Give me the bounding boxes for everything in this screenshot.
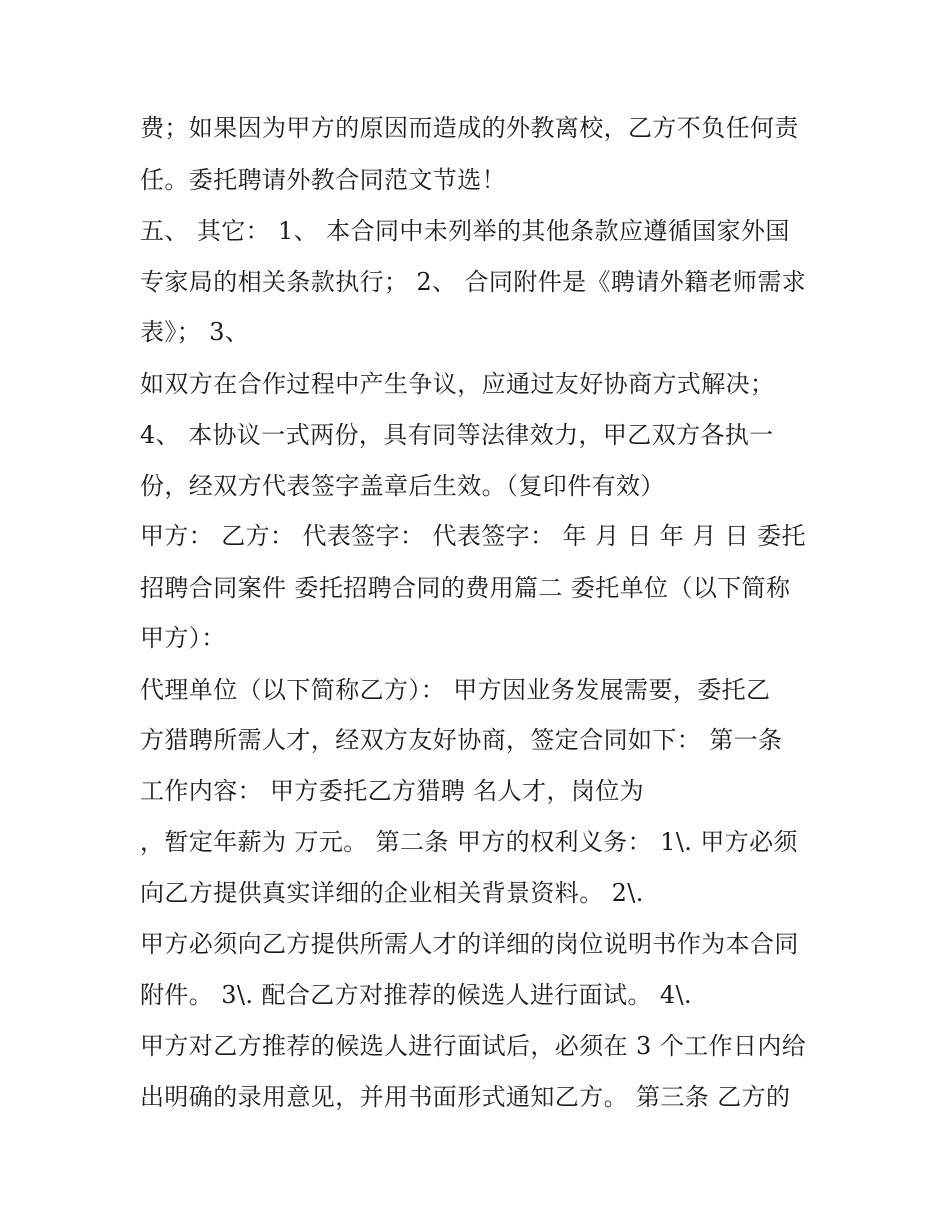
text-line: 代理单位（以下简称乙方）： 甲方因业务发展需要，委托乙 — [140, 676, 771, 704]
text-line: 五、 其它： 1、 本合同中未列举的其他条款应遵循国家外国 — [140, 217, 790, 245]
text-line: 4、 本协议一式两份，具有同等法律效力，甲乙双方各执一 — [140, 421, 774, 449]
text-line: 工作内容： 甲方委托乙方猎聘 名人才，岗位为 — [140, 777, 645, 805]
text-line: 甲方必须向乙方提供所需人才的详细的岗位说明书作为本合同 — [140, 930, 799, 958]
text-line: 费；如果因为甲方的原因而造成的外教离校，乙方不负任何责 — [140, 114, 799, 142]
text-line: 甲方）： — [140, 624, 226, 652]
text-line: 任。委托聘请外教合同范文节选！ — [140, 166, 506, 194]
text-line: ，暂定年薪为 万元。 第二条 甲方的权利义务： 1\. 甲方必须 — [140, 828, 798, 856]
text-line: 甲方： 乙方： 代表签字： 代表签字： 年 月 日 年 月 日 委托 — [140, 522, 806, 550]
text-line: 甲方对乙方推荐的候选人进行面试后，必须在 3 个工作日内给 — [140, 1032, 807, 1060]
text-line: 出明确的录用意见，并用书面形式通知乙方。 第三条 乙方的 — [140, 1083, 791, 1111]
text-line: 表》； 3、 — [140, 318, 250, 346]
text-line: 方猎聘所需人才，经双方友好协商，签定合同如下： 第一条 — [140, 726, 783, 754]
text-line: 份，经双方代表签字盖章后生效。（复印件有效） — [140, 472, 665, 500]
text-line: 向乙方提供真实详细的企业相关背景资料。 2\. — [140, 879, 644, 907]
text-line: 附件。 3\. 配合乙方对推荐的候选人进行面试。 4\. — [140, 981, 693, 1009]
text-line: 招聘合同案件 委托招聘合同的费用篇二 委托单位（以下简称 — [140, 574, 791, 602]
text-line: 如双方在合作过程中产生争议，应通过友好协商方式解决； — [140, 370, 775, 398]
text-line: 专家局的相关条款执行； 2、 合同附件是《聘请外籍老师需求 — [140, 268, 807, 296]
